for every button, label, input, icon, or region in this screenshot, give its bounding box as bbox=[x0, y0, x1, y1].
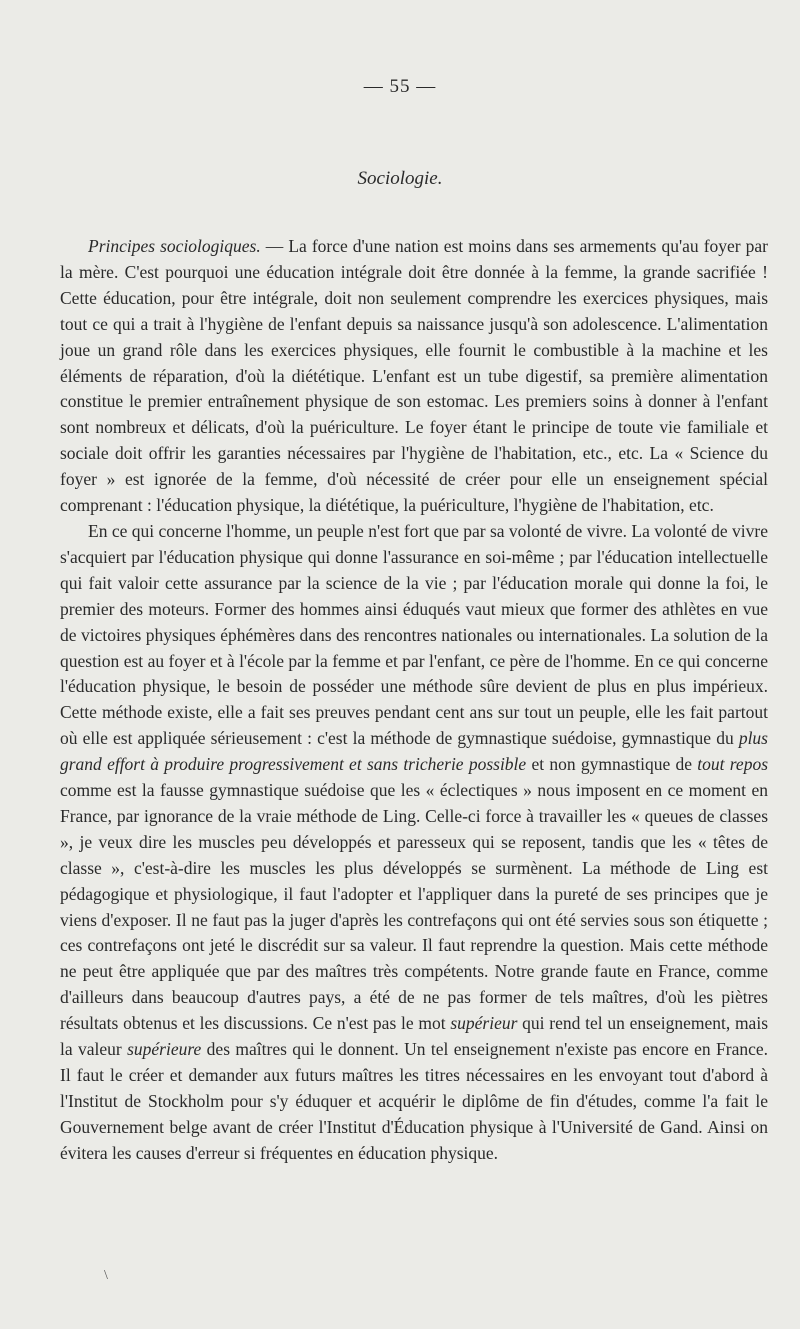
page-number: — 55 — bbox=[363, 76, 437, 97]
italic-phrase: plus grand effort à produire progressivement et sans tricherie possible bbox=[60, 728, 768, 775]
paragraph-text: — La force d'une nation est moins dans ses armements qu'au foyer par la mère. C'est pourquoi une éducation intégrale doit être donnée à la femme, la grande sacrifiée ! Cette éducation, pour être intégrale, doit non seulement comprendre les exercices physiques, mais tout ce qui a trait à l'hygiène de l'enfant depuis sa naissance jusqu'à son adolescence. L'alimentation joue un grand rôle dans les exercices physiques, elle fournit le combustible à la machine et les éléments de réparation, d'où la diététique. L'enfant est un tube digestif, sa première alimentation constitue le premier entraînement physique de son estomac. Les premiers soins à donner à l'enfant sont nombreux et délicats, d'où la puériculture. Le foyer étant le principe de toute vie familiale et sociale doit offrir les garanties nécessaires par l'hygiène de l'habitation, etc., etc. La « Science du foyer » est ignorée de la femme, d'où nécessité de créer pour elle un enseignement spécial comprenant : l'éducation physique, la diététique, la puériculture, l'hygiène de l'habitation, etc. bbox=[60, 236, 768, 516]
paragraph-heading: Principes sociologiques. bbox=[88, 236, 261, 256]
paragraph-text: qui rend tel un enseignement, mais la valeur bbox=[60, 1013, 768, 1060]
section-title: Sociologie. bbox=[357, 168, 443, 189]
paragraph-text: et non gymnastique de bbox=[526, 754, 698, 775]
paragraph-text: En ce qui concerne l'homme, un peuple n'est fort que par sa volonté de vivre. La volonté de vivre s'acquiert par l'éducation physique qui donne l'assurance en soi-même ; par l'éducation intellectuelle qui fait valoir cette assurance par la science de la vie ; par l'éducation morale qui donne la foi, le premier des moteurs. Former des hommes ainsi éduqués vaut mieux que former des athlètes en vue de victoires physiques éphémères dans des rencontres nationales ou internationales. La solution de la question est au foyer et à l'école par la femme et par l'enfant, ce père de l'homme. En ce qui concerne l'éducation physique, le besoin de posséder une méthode sûre devient de plus en plus impérieux. Cette méthode existe, elle a fait ses preuves pendant cent ans sur tout un peuple, elle les fait partout où elle est appliquée sérieusement : c'est la méthode de gymnastique suédoise, gymnastique du bbox=[60, 520, 768, 749]
paragraph-homme bbox=[60, 519, 768, 1167]
paragraph-text: comme est la fausse gymnastique suédoise que les « éclectiques » nous imposent en ce moment en France, par ignorance de la vraie méthode de Ling. Celle-ci force à travailler les « queues de classes », je veux dire les muscles peu développés et paresseux qui se reposent, tandis que les « têtes de classe », c'est-à-dire les muscles les plus développés se surmènent. La méthode de Ling est pédagogique et physiologique, il faut l'adopter et l'appliquer dans la pureté de ses principes que je viens d'exposer. Il ne faut pas la juger d'après les contrefaçons qui ont été servies sous son étiquette ; ces contrefaçons ont jeté le discrédit sur sa valeur. Il faut reprendre la question. Mais cette méthode ne peut être appliquée que par des maîtres très compétents. Notre grande faute en France, comme d'ailleurs dans beaucoup d'autres pays, a été de ne pas former de tels maîtres, d'où les piètres résultats obtenus et les discussions. Ce n'est pas le mot bbox=[60, 780, 768, 1034]
italic-phrase: supérieur bbox=[450, 1013, 518, 1034]
paragraph-principes bbox=[60, 234, 768, 519]
margin-mark: \ bbox=[104, 1268, 108, 1283]
body-text bbox=[60, 234, 768, 1167]
italic-phrase: supérieure bbox=[127, 1039, 202, 1060]
paragraph-text: des maîtres qui le donnent. Un tel enseignement n'existe pas encore en France. Il faut le créer et demander aux futurs maîtres les titres nécessaires en les envoyant tout d'abord à l'Institut de Stockholm pour s'y éduquer et acquérir le diplôme de fin d'études, comme l'a fait le Gouvernement belge avant de créer l'Institut d'Éducation physique à l'Université de Gand. Ainsi on évitera les causes d'erreur si fréquentes en éducation physique. bbox=[60, 1039, 768, 1163]
italic-phrase: tout repos bbox=[697, 754, 769, 775]
